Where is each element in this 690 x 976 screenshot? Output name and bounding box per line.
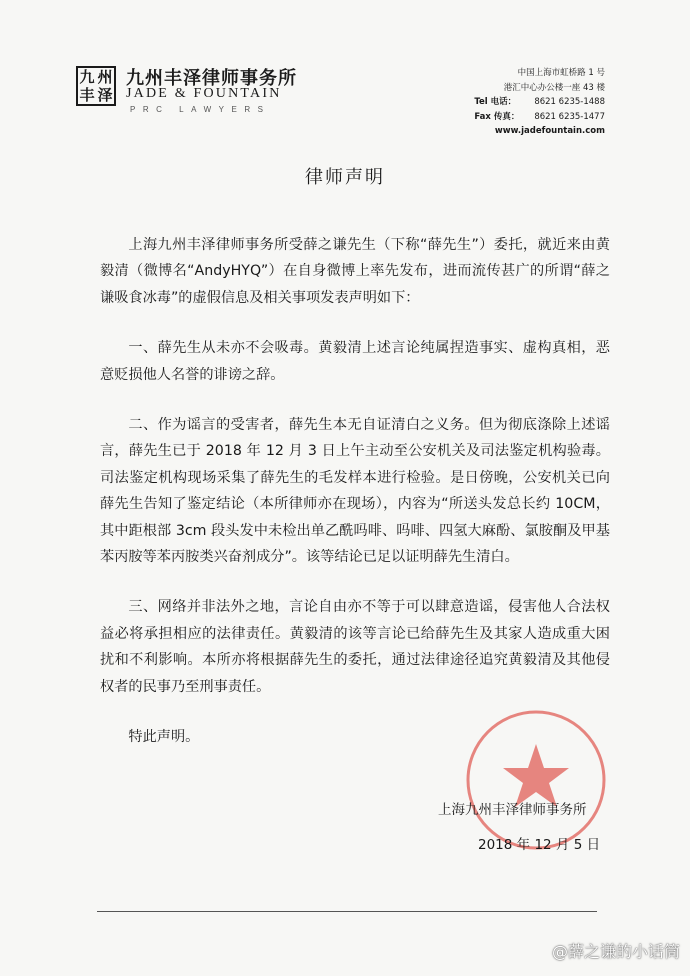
statement-body [100,232,610,775]
logo-char: 泽 [97,85,113,104]
firm-name-en: JADE & FOUNTAIN [126,86,282,101]
point-two: 二、作为谣言的受害者，薛先生本无自证清白之义务。但为彻底涤除上述谣言，薛先生已于 2018 年 12 月 3 日上午主动至公安机关及司法鉴定机构验毒。司法鉴定机构现场采集了薛先生的毛发样本进行检验。是日傍晚，公安机关已向薛先生告知了鉴定结论（本所律师亦在现场），内容为“所送头发总长约 10CM，其中距根部 3cm 段头发中未检出单乙酰吗啡、吗啡、四氢大麻酚、氯胺酮及甲基苯丙胺等苯丙胺类兴奋剂成分”。该等结论已足以证明薛先生清白。 [100,417,610,566]
logo-char: 九 [79,67,95,86]
closing-line: 特此声明。 [128,729,200,746]
logo-char: 丰 [79,85,95,104]
address-line: 港汇中心办公楼一座 43 楼 [503,82,605,93]
firm-logo [76,66,116,106]
official-seal-stamp [462,706,610,854]
logo-char: 州 [97,67,113,86]
signature-date: 2018 年 12 月 5 日 [478,837,601,853]
weibo-watermark: @薛之谦的小话筒 [551,942,680,961]
signature-firm: 上海九州丰泽律师事务所 [438,802,587,818]
fax-value: 8621 6235-1477 [534,111,605,122]
point-one: 一、薛先生从未亦不会吸毒。黄毅清上述言论纯属捏造事实、虚构真相，恶意贬损他人名誉的诽谤之辞。 [100,340,610,383]
contact-block [474,66,605,139]
fax-row [474,110,605,125]
footer-divider [97,911,597,912]
firm-name-cn: 九州丰泽律师事务所 [126,68,297,89]
tel-row [474,95,605,110]
firm-subtitle: PRC LAWYERS [130,105,271,114]
address-line: 中国上海市虹桥路 1 号 [517,68,605,78]
document-title: 律师声明 [305,167,385,188]
point-three: 三、网络并非法外之地，言论自由亦不等于可以肆意造谣，侵害他人合法权益必将承担相应的法律责任。黄毅清的该等言论已给薛先生及其家人造成重大困扰和不利影响。本所亦将根据薛先生的委托，通过法律途径追究黄毅清及其他侵权者的民事乃至刑事责任。 [100,599,610,695]
website: www.jadefountain.com [494,126,605,136]
tel-label: Tel 电话： [474,97,517,107]
intro-paragraph: 上海九州丰泽律师事务所受薛之谦先生（下称“薛先生”）委托，就近来由黄毅清（微博名“AndyHYQ”）在自身微博上率先发布，进而流传甚广的所谓“薛之谦吸食冰毒”的虚假信息及相关事项发表声明如下： [100,237,610,306]
fax-label: Fax 传真： [474,111,520,122]
tel-value: 8621 6235-1488 [534,97,605,107]
